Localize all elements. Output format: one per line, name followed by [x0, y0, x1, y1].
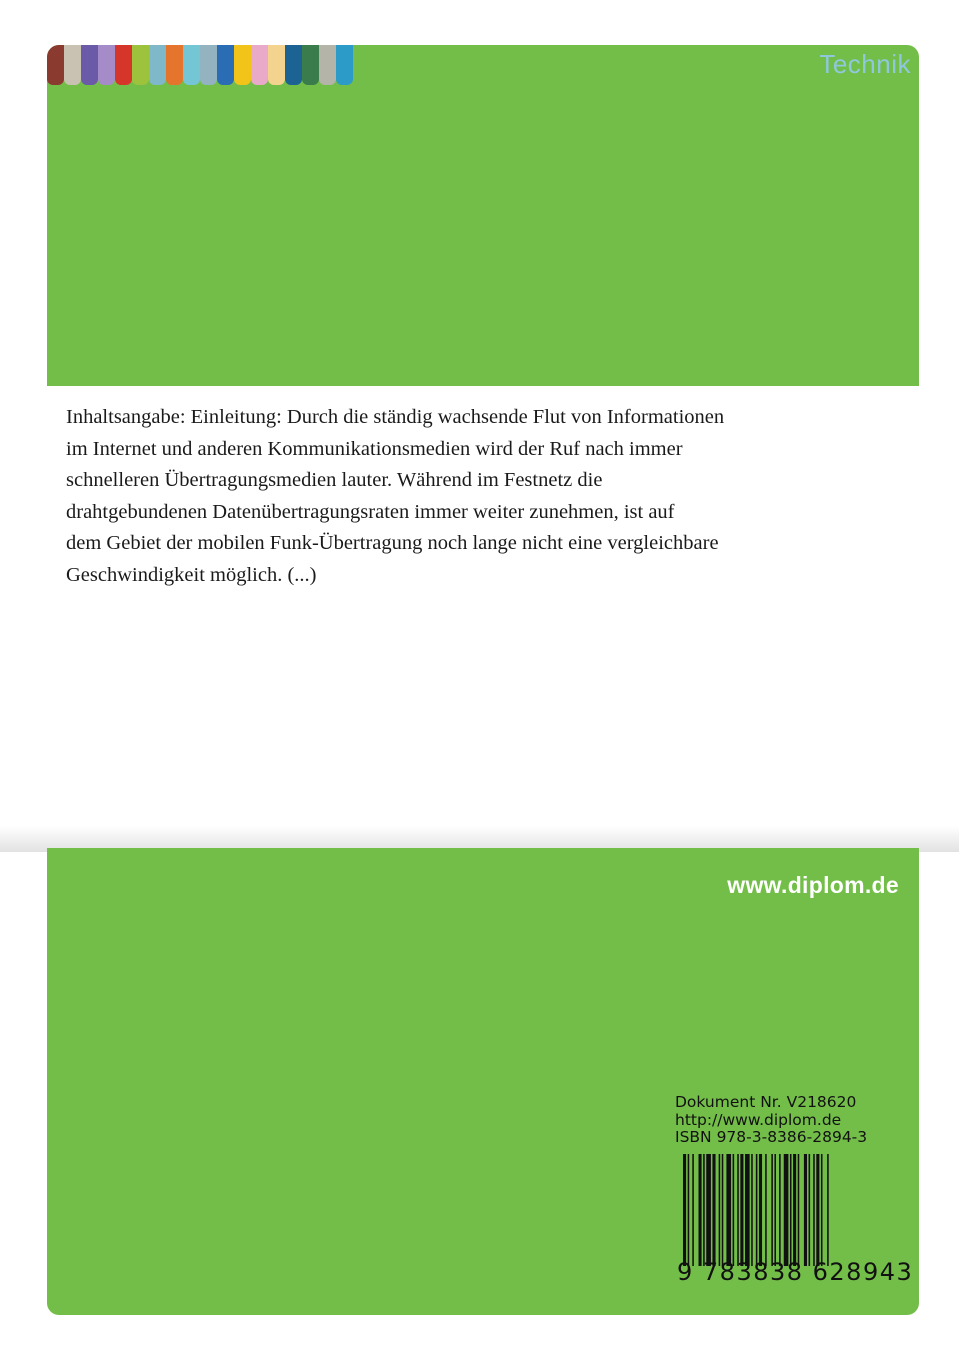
color-stripe	[47, 45, 64, 85]
color-stripe	[285, 45, 302, 85]
color-stripe	[336, 45, 353, 85]
cover-top-panel	[47, 45, 919, 386]
color-stripe	[149, 45, 166, 85]
color-stripes	[47, 45, 353, 85]
color-stripe	[81, 45, 98, 85]
color-stripe	[200, 45, 217, 85]
color-stripe	[115, 45, 132, 85]
abstract-text	[66, 402, 786, 592]
category-label: Technik	[819, 49, 911, 79]
color-stripe	[234, 45, 251, 85]
barcode-icon	[677, 1154, 903, 1266]
color-stripe	[302, 45, 319, 85]
publisher-url: http://www.diplom.de	[675, 1110, 842, 1129]
cover-bottom-panel	[47, 848, 919, 1315]
barcode	[677, 1154, 914, 1289]
color-stripe	[251, 45, 268, 85]
abstract-line: Geschwindigkeit möglich. (...)	[66, 563, 317, 586]
color-stripe	[98, 45, 115, 85]
barcode-digits: 9 783838 628943	[677, 1258, 914, 1286]
abstract-line: Inhaltsangabe: Einleitung: Durch die ständig wachsende Flut von Informationen	[66, 406, 725, 428]
isbn: ISBN 978-3-8386-2894-3	[675, 1128, 868, 1146]
color-stripe	[183, 45, 200, 85]
color-stripe	[217, 45, 234, 85]
document-meta	[675, 1094, 867, 1147]
document-number: Dokument Nr. V218620	[675, 1093, 857, 1111]
color-stripe	[319, 45, 336, 85]
abstract-line: im Internet und anderen Kommunikationsmedien wird der Ruf nach immer	[66, 437, 683, 460]
color-stripe	[132, 45, 149, 85]
abstract-line: dem Gebiet der mobilen Funk-Übertragung noch lange nicht eine vergleichbare	[66, 532, 719, 555]
color-stripe	[64, 45, 81, 85]
abstract-line: drahtgebundenen Datenübertragungsraten immer weiter zunehmen, ist auf	[66, 500, 675, 523]
color-stripe	[166, 45, 183, 85]
website-label: www.diplom.de	[727, 872, 899, 898]
abstract-line: schnelleren Übertragungsmedien lauter. Während im Festnetz die	[66, 469, 603, 492]
color-stripe	[268, 45, 285, 85]
